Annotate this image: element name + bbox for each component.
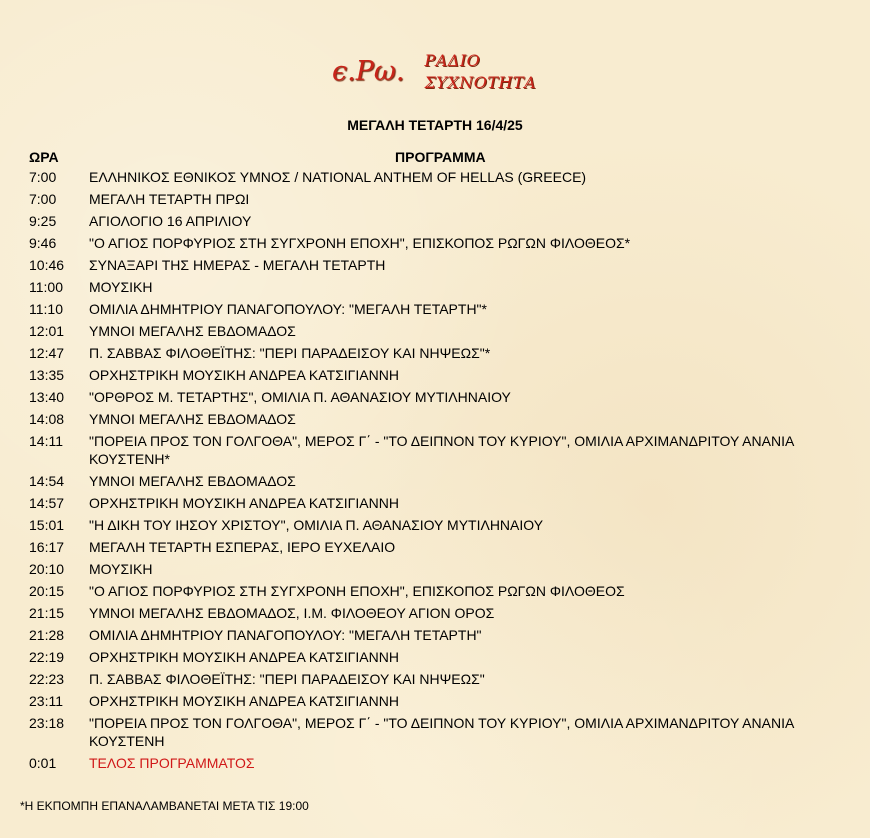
schedule-time: 14:08 — [29, 411, 65, 427]
schedule-time: 22:19 — [29, 649, 65, 665]
schedule-program: ΕΛΛΗΝΙΚΟΣ ΕΘΝΙΚΟΣ ΥΜΝΟΣ / NATIONAL ANTHEM OF HELLAS (GREECE) — [89, 169, 587, 185]
schedule-time: 11:10 — [29, 301, 63, 317]
schedule-program: Π. ΣΑΒΒΑΣ ΦΙΛΟΘΕΪΤΗΣ: "ΠΕΡΙ ΠΑΡΑΔΕΙΣΟΥ ΚΑΙ ΝΗΨΕΩΣ"* — [89, 345, 491, 361]
schedule-row — [0, 364, 870, 386]
schedule-time: 12:47 — [29, 345, 65, 361]
schedule-row — [0, 558, 870, 580]
schedule-time: 10:46 — [29, 257, 65, 273]
program-end-label: ΤΕΛΟΣ ΠΡΟΓΡΑΜΜΑΤΟΣ — [89, 755, 255, 771]
schedule-program: ΟΜΙΛΙΑ ΔΗΜΗΤΡΙΟΥ ΠΑΝΑΓΟΠΟΥΛΟΥ: "ΜΕΓΑΛΗ ΤΕΤΑΡΤΗ"* — [89, 301, 487, 317]
schedule-time: 21:15 — [29, 605, 65, 621]
schedule-time: 7:00 — [29, 191, 57, 207]
schedule-row — [0, 646, 870, 668]
schedule-time: 12:01 — [29, 323, 65, 339]
logo-line-frequency: ΣΥΧΝΟΤΗΤΑ — [424, 73, 537, 92]
schedule-time: 0:01 — [29, 755, 57, 771]
schedule-row — [0, 408, 870, 430]
schedule-row — [0, 624, 870, 646]
schedule-program: Π. ΣΑΒΒΑΣ ΦΙΛΟΘΕΪΤΗΣ: "ΠΕΡΙ ΠΑΡΑΔΕΙΣΟΥ ΚΑΙ ΝΗΨΕΩΣ" — [89, 671, 485, 687]
schedule-time: 13:35 — [29, 367, 65, 383]
schedule-program: ΟΡΧΗΣΤΡΙΚΗ ΜΟΥΣΙΚΗ ΑΝΔΡΕΑ ΚΑΤΣΙΓΙΑΝΝΗ — [89, 693, 399, 709]
schedule-row — [0, 470, 870, 492]
schedule-row — [0, 752, 870, 774]
schedule-row — [0, 668, 870, 690]
schedule-row — [0, 254, 870, 276]
schedule-program: ΜΟΥΣΙΚΗ — [89, 279, 153, 295]
schedule-program: ΑΓΙΟΛΟΓΙΟ 16 ΑΠΡΙΛΙΟΥ — [89, 213, 252, 229]
schedule-program: ΥΜΝΟΙ ΜΕΓΑΛΗΣ ΕΒΔΟΜΑΔΟΣ — [89, 411, 296, 427]
schedule-time: 13:40 — [29, 389, 65, 405]
schedule-row — [0, 320, 870, 342]
schedule-time: 21:28 — [29, 627, 65, 643]
program-column-header: ΠΡΟΓΡΑΜΜΑ — [395, 149, 486, 165]
schedule-row — [0, 210, 870, 232]
schedule-row — [0, 276, 870, 298]
page-title: ΜΕΓΑΛΗ ΤΕΤΑΡΤΗ 16/4/25 — [347, 117, 523, 133]
schedule-program: ΟΡΧΗΣΤΡΙΚΗ ΜΟΥΣΙΚΗ ΑΝΔΡΕΑ ΚΑΤΣΙΓΙΑΝΝΗ — [89, 495, 399, 511]
schedule-row — [0, 536, 870, 558]
station-logo — [332, 50, 536, 94]
schedule-time: 16:17 — [29, 539, 65, 555]
schedule-time: 23:18 — [29, 715, 65, 731]
schedule-list — [0, 166, 870, 774]
schedule-time: 14:11 — [29, 433, 63, 449]
schedule-row — [0, 386, 870, 408]
schedule-row — [0, 188, 870, 210]
schedule-program: ΥΜΝΟΙ ΜΕΓΑΛΗΣ ΕΒΔΟΜΑΔΟΣ — [89, 473, 296, 489]
schedule-program: "ΠΟΡΕΙΑ ΠΡΟΣ ΤΟΝ ΓΟΛΓΟΘΑ", ΜΕΡΟΣ Γ΄ - "ΤΟ ΔΕΙΠΝΟΝ ΤΟΥ ΚΥΡΙΟΥ", ΟΜΙΛΙΑ ΑΡΧΙΜΑΝΔΡΙΤΟΥ ΑΝΑΝΙΑ ΚΟΥΣΤΕΝΗ — [89, 715, 794, 749]
schedule-time: 7:00 — [29, 169, 57, 185]
schedule-row — [0, 166, 870, 188]
schedule-time: 14:57 — [29, 495, 65, 511]
schedule-row — [0, 430, 870, 470]
schedule-program: "ΟΡΘΡΟΣ Μ. ΤΕΤΑΡΤΗΣ", ΟΜΙΛΙΑ Π. ΑΘΑΝΑΣΙΟΥ ΜΥΤΙΛΗΝΑΙΟΥ — [89, 389, 511, 405]
schedule-program: ΜΕΓΑΛΗ ΤΕΤΑΡΤΗ ΠΡΩΙ — [89, 191, 250, 207]
schedule-row — [0, 232, 870, 254]
schedule-program: ΥΜΝΟΙ ΜΕΓΑΛΗΣ ΕΒΔΟΜΑΔΟΣ, Ι.Μ. ΦΙΛΟΘΕΟΥ ΑΓΙΟΝ ΟΡΟΣ — [89, 605, 495, 621]
schedule-program: ΟΡΧΗΣΤΡΙΚΗ ΜΟΥΣΙΚΗ ΑΝΔΡΕΑ ΚΑΤΣΙΓΙΑΝΝΗ — [89, 367, 399, 383]
schedule-row — [0, 298, 870, 320]
schedule-program: "ΠΟΡΕΙΑ ΠΡΟΣ ΤΟΝ ΓΟΛΓΟΘΑ", ΜΕΡΟΣ Γ΄ - "ΤΟ ΔΕΙΠΝΟΝ ΤΟΥ ΚΥΡΙΟΥ", ΟΜΙΛΙΑ ΑΡΧΙΜΑΝΔΡΙΤΟΥ ΑΝΑΝΙΑ ΚΟΥΣΤΕΝΗ* — [89, 433, 794, 467]
schedule-time: 22:23 — [29, 671, 65, 687]
schedule-time: 14:54 — [29, 473, 65, 489]
schedule-program: ΜΟΥΣΙΚΗ — [89, 561, 153, 577]
schedule-time: 23:11 — [29, 693, 63, 709]
schedule-row — [0, 690, 870, 712]
footnote: *Η ΕΚΠΟΜΠΗ ΕΠΑΝΑΛΑΜΒΑΝΕΤΑΙ ΜΕΤΑ ΤΙΣ 19:00 — [20, 799, 309, 813]
schedule-row — [0, 602, 870, 624]
schedule-program: ΜΕΓΑΛΗ ΤΕΤΑΡΤΗ ΕΣΠΕΡΑΣ, ΙΕΡΟ ΕΥΧΕΛΑΙΟ — [89, 539, 396, 555]
schedule-row — [0, 492, 870, 514]
logo-line-radio: ΡΑΔΙΟ — [424, 51, 481, 70]
schedule-time: 20:10 — [29, 561, 65, 577]
schedule-time: 9:46 — [29, 235, 57, 251]
schedule-row — [0, 514, 870, 536]
schedule-time: 20:15 — [29, 583, 65, 599]
schedule-time: 9:25 — [29, 213, 57, 229]
logo-text — [424, 50, 536, 94]
schedule-row — [0, 580, 870, 602]
schedule-program: "Ο ΑΓΙΟΣ ΠΟΡΦΥΡΙΟΣ ΣΤΗ ΣΥΓΧΡΟΝΗ ΕΠΟΧΗ", ΕΠΙΣΚΟΠΟΣ ΡΩΓΩΝ ΦΙΛΟΘΕΟΣ* — [89, 235, 631, 251]
schedule-time: 15:01 — [29, 517, 65, 533]
schedule-row — [0, 712, 870, 752]
schedule-program: ΟΜΙΛΙΑ ΔΗΜΗΤΡΙΟΥ ΠΑΝΑΓΟΠΟΥΛΟΥ: "ΜΕΓΑΛΗ ΤΕΤΑΡΤΗ" — [89, 627, 482, 643]
schedule-row — [0, 342, 870, 364]
schedule-program: ΟΡΧΗΣΤΡΙΚΗ ΜΟΥΣΙΚΗ ΑΝΔΡΕΑ ΚΑΤΣΙΓΙΑΝΝΗ — [89, 649, 399, 665]
time-column-header: ΩΡΑ — [29, 149, 59, 165]
schedule-program: "Η ΔΙΚΗ ΤΟΥ ΙΗΣΟΥ ΧΡΙΣΤΟΥ", ΟΜΙΛΙΑ Π. ΑΘΑΝΑΣΙΟΥ ΜΥΤΙΛΗΝΑΙΟΥ — [89, 517, 544, 533]
schedule-program: "Ο ΑΓΙΟΣ ΠΟΡΦΥΡΙΟΣ ΣΤΗ ΣΥΓΧΡΟΝΗ ΕΠΟΧΗ", ΕΠΙΣΚΟΠΟΣ ΡΩΓΩΝ ΦΙΛΟΘΕΟΣ — [89, 583, 625, 599]
schedule-program: ΥΜΝΟΙ ΜΕΓΑΛΗΣ ΕΒΔΟΜΑΔΟΣ — [89, 323, 296, 339]
schedule-program: ΣΥΝΑΞΑΡΙ ΤΗΣ ΗΜΕΡΑΣ - ΜΕΓΑΛΗ ΤΕΤΑΡΤΗ — [89, 257, 386, 273]
schedule-time: 11:00 — [29, 279, 63, 295]
logo-mark: ϵ.Ρω. — [332, 56, 405, 87]
